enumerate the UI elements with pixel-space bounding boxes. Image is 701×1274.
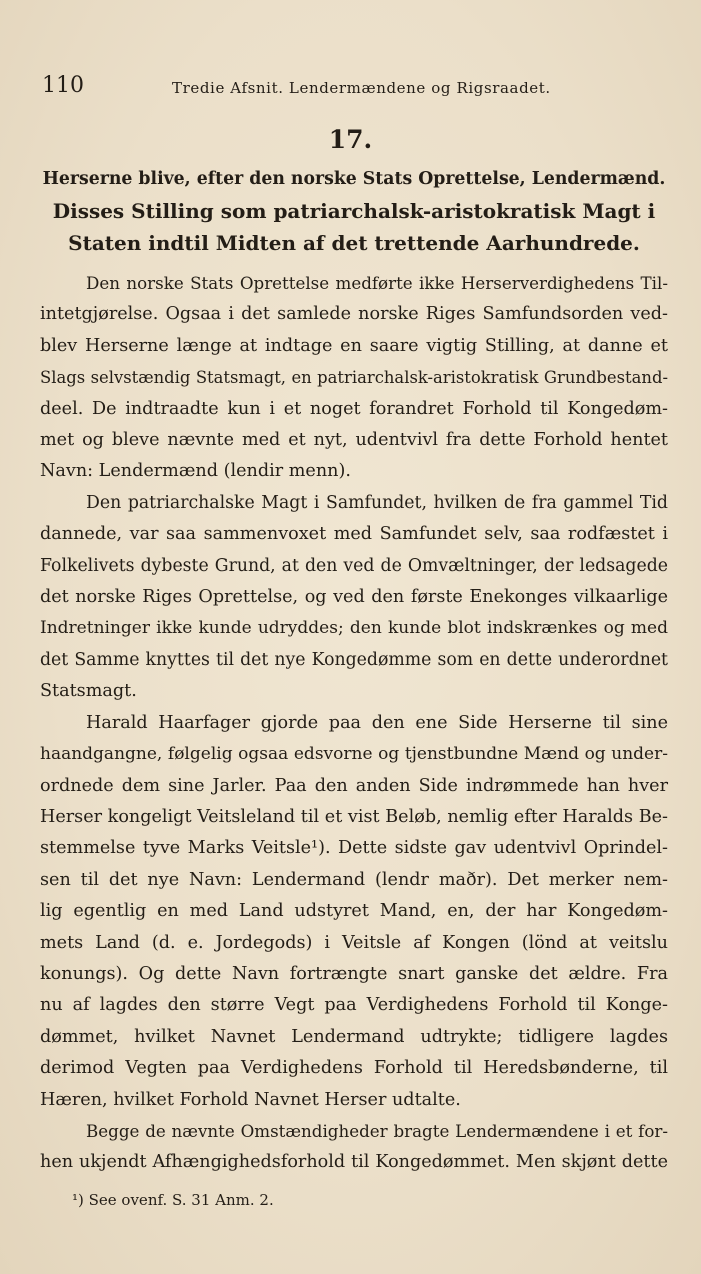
text-line: Herser kongeligt Veitsleland til et vist Beløb, nemlig efter Haralds Be- (40, 806, 668, 827)
text-line: intetgjørelse. Ogsaa i det samlede norske Riges Samfundsorden ved- (40, 304, 668, 325)
section-title (40, 163, 668, 259)
text-line: Harald Haarfager gjorde paa den ene Side Herserne til sine (86, 712, 668, 733)
text-line: konungs). Og dette Navn fortrængte snart ganske det ældre. Fra (40, 963, 668, 984)
text-line: Den norske Stats Oprettelse medførte ikke Herserverdighedens Til- (86, 273, 668, 293)
text-line: dømmet, hvilket Navnet Lendermand udtrykte; tidligere lagdes (40, 1026, 668, 1047)
text-line: stemmelse tyve Marks Veitsle¹). Dette sidste gav udentvivl Oprindel- (40, 838, 668, 859)
text-line: Den patriarchalske Magt i Samfundet, hvilken de fra gammel Tid (86, 492, 668, 513)
section-title-line: Staten indtil Midten af det trettende Aarhundrede. (68, 231, 640, 255)
section-number: 17. (328, 125, 373, 154)
text-line: blev Herserne længe at indtage en saare vigtig Stilling, at danne et (40, 335, 668, 356)
text-line: hen ukjendt Afhængighedsforhold til Kongedømmet. Men skjønt dette (40, 1152, 668, 1173)
text-line: mets Land (d. e. Jordegods) i Veitsle af Kongen (lönd at veitslu (40, 932, 668, 953)
footnote: ¹) See ovenf. S. 31 Anm. 2. (72, 1191, 274, 1209)
text-line: Navn: Lendermænd (lendir menn). (40, 461, 351, 482)
text-line: Slags selvstændig Statsmagt, en patriarchalsk-aristokratisk Grundbestand- (40, 368, 668, 388)
text-line: det Samme knyttes til det nye Kongedømme som en dette underordnet (40, 649, 668, 670)
text-line: Statsmagt. (40, 681, 137, 702)
text-line: ordnede dem sine Jarler. Paa den anden Side indrømmede han hver (40, 775, 668, 796)
text-line: Begge de nævnte Omstændigheder bragte Lendermændene i et for- (86, 1120, 668, 1141)
text-line: derimod Vegten paa Verdighedens Forhold til Heredsbønderne, til (40, 1058, 668, 1079)
text-line: Hæren, hvilket Forhold Navnet Herser udtalte. (40, 1089, 461, 1110)
text-line: nu af lagdes den større Vegt paa Verdighedens Forhold til Konge- (40, 995, 668, 1016)
text-line: met og bleve nævnte med et nyt, udentvivl fra dette Forhold hentet (40, 430, 668, 451)
text-line: Indretninger ikke kunde udryddes; den kunde blot indskrænkes og med (40, 618, 668, 639)
text-line: det norske Riges Oprettelse, og ved den første Enekonges vilkaarlige (40, 587, 668, 608)
section-title-line: Herserne blive, efter den norske Stats Oprettelse, Lendermænd. (42, 169, 666, 189)
paragraph (40, 488, 668, 708)
text-line: haandgangne, følgelig ogsaa edsvorne og tjenstbundne Mænd og under- (40, 744, 668, 765)
running-head (40, 72, 668, 102)
running-title: Tredie Afsnit. Lendermændene og Rigsraadet. (172, 79, 551, 97)
section-title-line: Disses Stilling som patriarchalsk-aristokratisk Magt i (52, 199, 656, 223)
paragraph (40, 268, 668, 488)
body-text (40, 268, 668, 1179)
page-number: 110 (42, 73, 84, 98)
text-line: deel. De indtraadte kun i et noget forandret Forhold til Kongedøm- (40, 398, 668, 419)
paragraph (40, 708, 668, 1116)
paragraph (40, 1116, 668, 1179)
text-line: Folkelivets dybeste Grund, at den ved de Omvæltninger, der ledsagede (40, 555, 668, 576)
text-line: dannede, var saa sammenvoxet med Samfundet selv, saa rodfæstet i (40, 524, 668, 545)
text-line: lig egentlig en med Land udstyret Mand, en, der har Kongedøm- (40, 901, 668, 922)
text-line: sen til det nye Navn: Lendermand (lendr maðr). Det merker nem- (40, 869, 668, 890)
